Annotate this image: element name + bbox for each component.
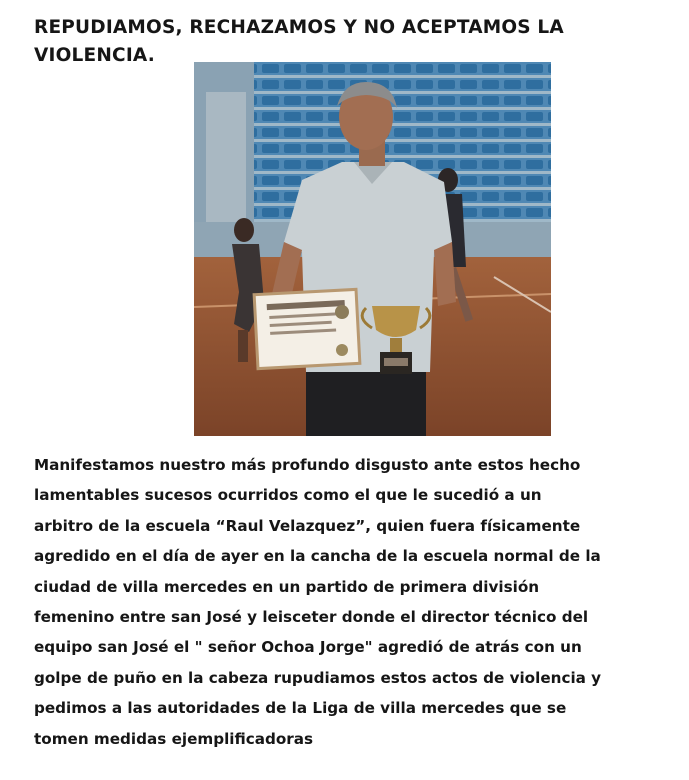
news-photo — [194, 62, 551, 436]
statement-line: lamentables sucesos ocurridos como el que le sucedió a un — [34, 486, 542, 505]
statement-line: femenino entre san José y leisceter donde el director técnico del — [34, 608, 589, 627]
statement-paragraph — [34, 450, 684, 754]
headline: REPUDIAMOS, RECHAZAMOS Y NO ACEPTAMOS LA VIOLENCIA. — [34, 17, 564, 66]
statement-line: golpe de puño en la cabeza rupudiamos estos actos de violencia y — [34, 668, 602, 687]
statement-line: agredido en el día de ayer en la cancha de la escuela normal de la — [34, 547, 601, 566]
statement-line: tomen medidas ejemplificadoras — [34, 729, 314, 748]
statement-line: ciudad de villa mercedes en un partido de primera división — [34, 577, 540, 596]
statement-line: pedimos a las autoridades de la Liga de villa mercedes que se — [34, 699, 567, 718]
statement-line: Manifestamos nuestro más profundo disgusto ante estos hecho — [34, 456, 581, 474]
statement-line: arbitro de la escuela “Raul Velazquez”, quien fuera físicamente — [34, 516, 581, 535]
statement-line: equipo san José el " señor Ochoa Jorge" agredió de atrás con un — [34, 638, 582, 657]
